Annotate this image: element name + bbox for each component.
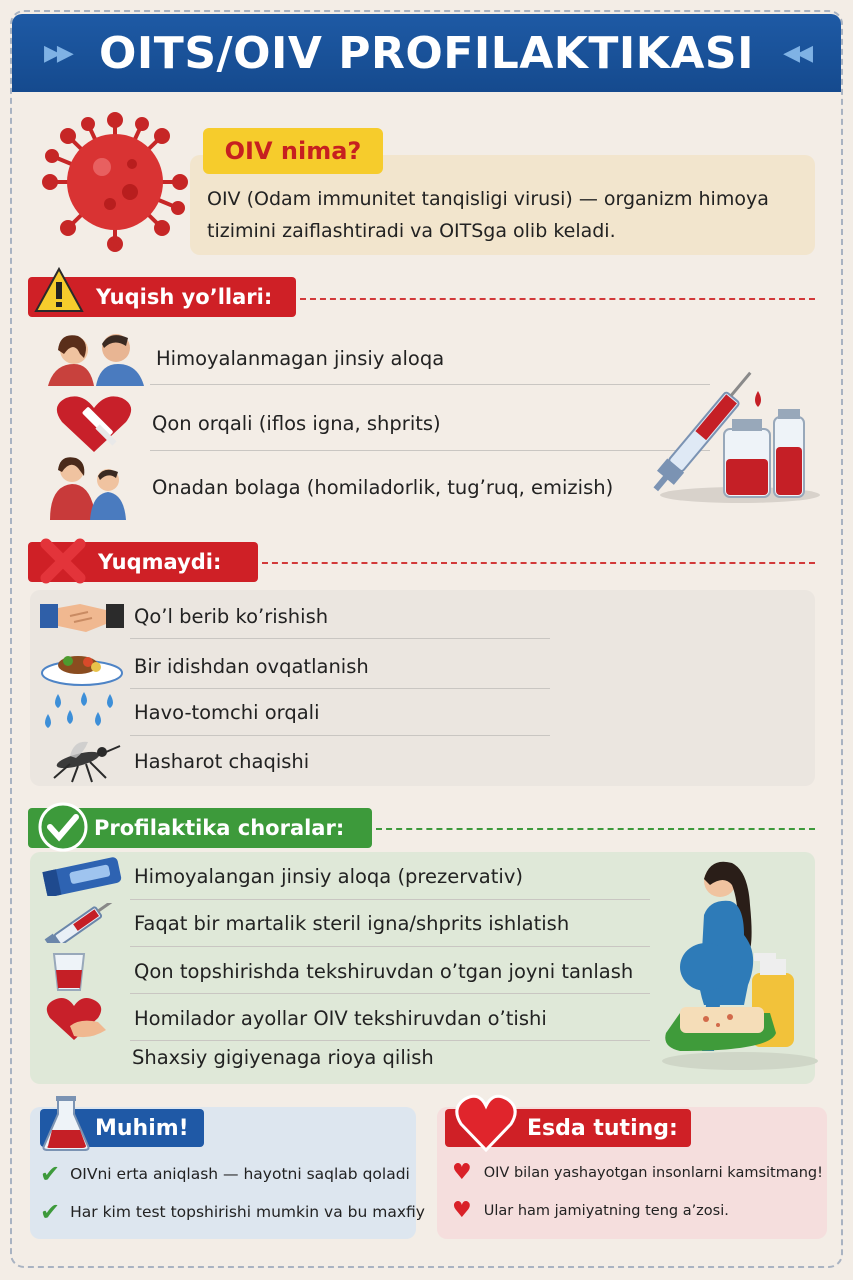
checkmark-icon: ✔ bbox=[40, 1160, 61, 1188]
important-line-2 bbox=[40, 1198, 425, 1226]
divider bbox=[150, 450, 710, 451]
prevention-heading-label: Profilaktika choralar: bbox=[94, 816, 345, 840]
red-x-icon bbox=[40, 538, 86, 584]
important-item-1: OIVni erta aniqlash — hayotni saqlab qoladi bbox=[70, 1165, 410, 1183]
water-drops-icon bbox=[40, 692, 124, 732]
prevention-item-4: Homilador ayollar OIV tekshiruvdan o’tishi bbox=[134, 1006, 547, 1030]
prevention-item-1: Himoyalangan jinsiy aloqa (prezervativ) bbox=[134, 864, 523, 888]
remember-item-2: Ular ham jamiyatning teng a’zosi. bbox=[483, 1202, 729, 1219]
remember-line-2 bbox=[452, 1198, 729, 1223]
title-banner bbox=[12, 14, 841, 92]
flask-icon bbox=[40, 1096, 92, 1152]
left-arrows-icon: ▶▶ bbox=[44, 41, 70, 66]
important-heading-label: Muhim! bbox=[95, 1115, 189, 1141]
prevention-item-2: Faqat bir martalik steril igna/shprits ishlatish bbox=[134, 911, 570, 935]
list-item bbox=[40, 645, 369, 687]
divider bbox=[130, 735, 550, 736]
not-transmitted-item-4: Hasharot chaqishi bbox=[134, 749, 310, 773]
transmission-heading-label: Yuqish yo’llari: bbox=[96, 285, 273, 309]
definition-text: OIV (Odam immunitet tanqisligi virusi) — organizm himoya tizimini zaiflashtiradi va OITSga olib keladi. bbox=[207, 188, 769, 242]
food-plate-icon bbox=[40, 645, 124, 687]
divider bbox=[130, 638, 550, 639]
divider bbox=[130, 1040, 650, 1041]
divider bbox=[150, 384, 710, 385]
mosquito-icon bbox=[40, 738, 124, 784]
check-icon bbox=[38, 802, 88, 852]
warning-icon bbox=[34, 266, 84, 314]
heart-bullet-icon: ♥ bbox=[452, 1198, 472, 1223]
list-item bbox=[132, 1046, 434, 1069]
blood-test-icon bbox=[40, 950, 124, 992]
page-title: OITS/OIV PROFILAKTIKASI bbox=[99, 27, 754, 79]
important-item-2: Har kim test topshirishi mumkin va bu maxfiy bbox=[70, 1203, 425, 1221]
syringe-icon bbox=[40, 903, 124, 943]
mother-child-icon bbox=[40, 454, 148, 520]
transmission-item-3: Onadan bolaga (homiladorlik, tug’ruq, emizish) bbox=[152, 475, 614, 499]
not-transmitted-item-3: Havo-tomchi orqali bbox=[134, 700, 320, 724]
not-transmitted-item-1: Qo’l berib ko’rishish bbox=[134, 604, 329, 628]
couple-icon bbox=[40, 330, 148, 386]
not-transmitted-divider bbox=[262, 562, 815, 564]
list-item bbox=[40, 738, 309, 784]
divider bbox=[130, 688, 550, 689]
list-item bbox=[40, 856, 523, 896]
transmission-divider bbox=[300, 298, 815, 300]
heart-hand-icon bbox=[40, 996, 124, 1040]
not-transmitted-heading-label: Yuqmaydi: bbox=[98, 550, 222, 574]
divider bbox=[130, 993, 650, 994]
syringe-and-vials-icon bbox=[640, 355, 820, 505]
list-item bbox=[40, 903, 569, 943]
remember-heading-label: Esda tuting: bbox=[527, 1115, 678, 1141]
prevention-item-5: Shaxsiy gigiyenaga rioya qilish bbox=[132, 1046, 434, 1069]
checkmark-icon: ✔ bbox=[40, 1198, 61, 1226]
important-line-1 bbox=[40, 1160, 410, 1188]
transmission-item-2: Qon orqali (iflos igna, shprits) bbox=[152, 411, 441, 435]
heart-bullet-icon: ♥ bbox=[452, 1160, 472, 1185]
pregnant-woman-and-hygiene-icon bbox=[640, 855, 820, 1075]
list-item bbox=[40, 692, 320, 732]
remember-line-1 bbox=[452, 1160, 823, 1185]
not-transmitted-item-2: Bir idishdan ovqatlanish bbox=[134, 654, 369, 678]
list-item bbox=[40, 392, 441, 454]
handshake-icon bbox=[40, 596, 124, 636]
list-item bbox=[40, 950, 633, 992]
list-item bbox=[40, 330, 444, 386]
list-item bbox=[40, 454, 613, 520]
prevention-item-3: Qon topshirishda tekshiruvdan o’tgan joyni tanlash bbox=[134, 959, 634, 983]
heart-syringe-icon bbox=[40, 392, 148, 454]
right-arrows-icon: ◀◀ bbox=[783, 41, 809, 66]
prevention-divider bbox=[376, 828, 815, 830]
condom-icon bbox=[40, 856, 124, 896]
list-item bbox=[40, 596, 328, 636]
transmission-item-1: Himoyalanmagan jinsiy aloqa bbox=[156, 346, 445, 370]
divider bbox=[130, 899, 650, 900]
virus-icon bbox=[40, 112, 190, 252]
remember-item-1: OIV bilan yashayotgan insonlarni kamsitmang! bbox=[483, 1164, 823, 1181]
what-is-hiv-badge: OIV nima? bbox=[203, 128, 383, 174]
list-item bbox=[40, 996, 547, 1040]
divider bbox=[130, 946, 650, 947]
heart-icon bbox=[455, 1094, 517, 1152]
